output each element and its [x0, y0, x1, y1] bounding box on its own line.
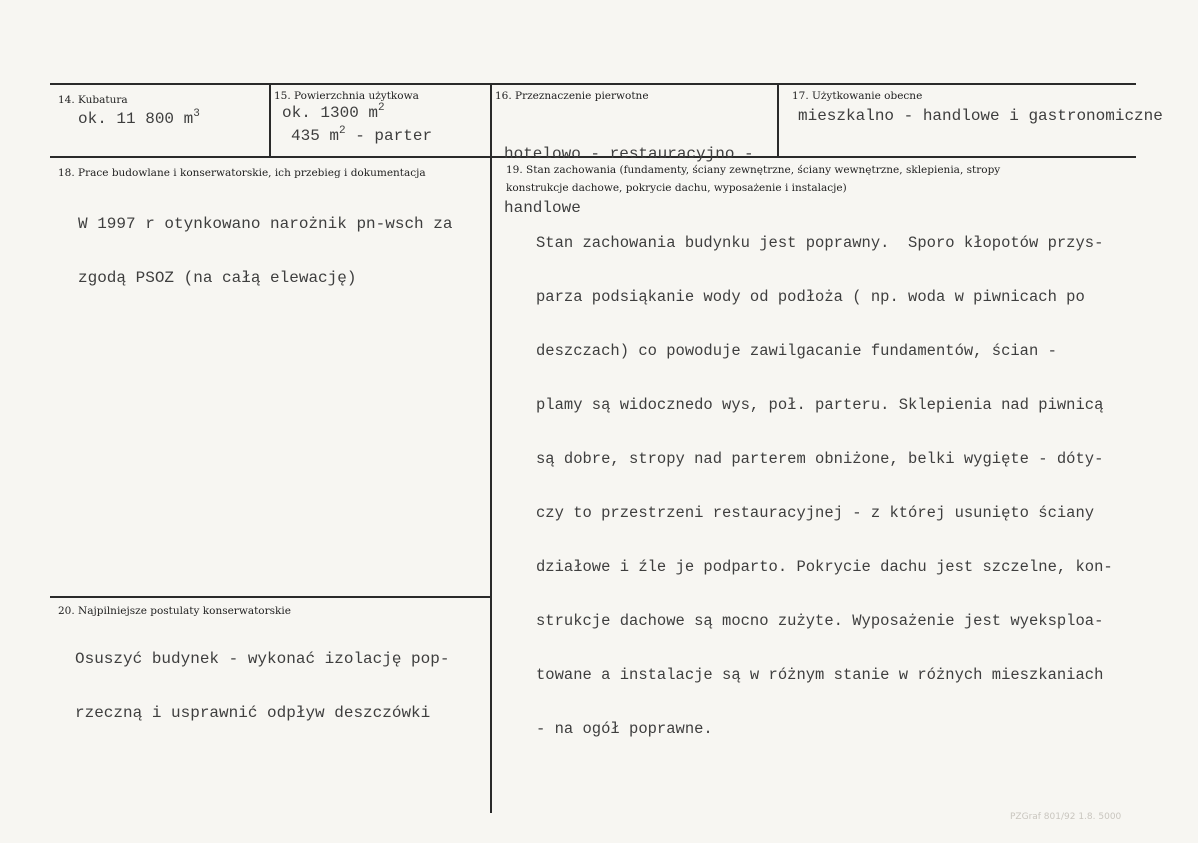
printer-imprint: PZGraf 801/92 1.8. 5000: [1010, 812, 1122, 822]
field-16-line: handlowe: [504, 199, 581, 217]
field-19-label-line-1: 19. Stan zachowania (fundamenty, ściany zewnętrzne, ściany wewnętrzne, sklepienia, stropy: [506, 164, 1001, 176]
field-19-line: Stan zachowania budynku jest poprawny. Sporo kłopotów przys-: [536, 234, 1104, 252]
field-18-value: [78, 179, 452, 323]
field-17-label: 17. Użytkowanie obecne: [792, 90, 923, 102]
field-19-line: - na ogół poprawne.: [536, 720, 713, 738]
field-18-line: zgodą PSOZ (na całą elewację): [78, 269, 357, 287]
field-19-line: plamy są widocznedo wys, poł. parteru. Sklepienia nad piwnicą: [536, 396, 1104, 414]
field-18-label: 18. Prace budowlane i konserwatorskie, ich przebieg i dokumentacja: [58, 167, 426, 179]
field-14-value-text: ok. 11 800 m: [78, 110, 194, 128]
field-16-line: hotelowo - restauracyjno -: [504, 145, 754, 163]
field-17-value: mieszkalno - handlowe i gastronomiczne: [798, 107, 1163, 125]
field-19-value: [536, 198, 1113, 774]
field-14-unit-exponent: 3: [193, 108, 200, 120]
field-19-label-line-2: konstrukcje dachowe, pokrycie dachu, wyposażenie i instalacje): [506, 182, 847, 194]
field-14-value: [78, 110, 200, 128]
field-15-value-total: [282, 104, 385, 122]
divider-15-16: [490, 83, 492, 813]
field-20-label: 20. Najpilniejsze postulaty konserwatorskie: [58, 605, 291, 617]
divider-14-15: [269, 83, 271, 158]
top-rule: [50, 83, 1136, 85]
field-15-label: 15. Powierzchnia użytkowa: [274, 90, 419, 102]
divider-16-17: [777, 83, 779, 158]
field-20-value: [75, 614, 449, 758]
field-19-line: towane a instalacje są w różnym stanie w różnych mieszkaniach: [536, 666, 1104, 684]
field-19-line: deszczach) co powoduje zawilgacanie fundamentów, ścian -: [536, 342, 1057, 360]
field-16-label: 16. Przeznaczenie pierwotne: [495, 90, 649, 102]
field-20-top-rule: [50, 596, 490, 598]
field-18-line: W 1997 r otynkowano narożnik pn-wsch za: [78, 215, 453, 233]
field-19-line: działowe i źle je podparto. Pokrycie dachu jest szczelne, kon-: [536, 558, 1113, 576]
field-19-line: są dobre, stropy nad parterem obniżone, belki wygięte - dóty-: [536, 450, 1104, 468]
field-15-parter-exponent: 2: [339, 125, 346, 137]
field-15-value-total-text: ok. 1300 m: [282, 104, 379, 122]
field-19-line: czy to przestrzeni restauracyjnej - z której usunięto ściany: [536, 504, 1095, 522]
field-15-total-exponent: 2: [378, 102, 385, 114]
field-15-value-parter: [291, 127, 432, 145]
field-20-line: Osuszyć budynek - wykonać izolację pop-: [75, 650, 450, 668]
field-15-value-parter-suffix: - parter: [345, 127, 433, 145]
field-14-label: 14. Kubatura: [58, 94, 128, 106]
field-20-line: rzeczną i usprawnić odpływ deszczówki: [75, 704, 431, 722]
field-19-line: strukcje dachowe są mocno zużyte. Wyposażenie jest wyeksploa-: [536, 612, 1104, 630]
field-15-value-parter-area: 435 m: [291, 127, 340, 145]
field-19-line: parza podsiąkanie wody od podłoża ( np. woda w piwnicach po: [536, 288, 1085, 306]
